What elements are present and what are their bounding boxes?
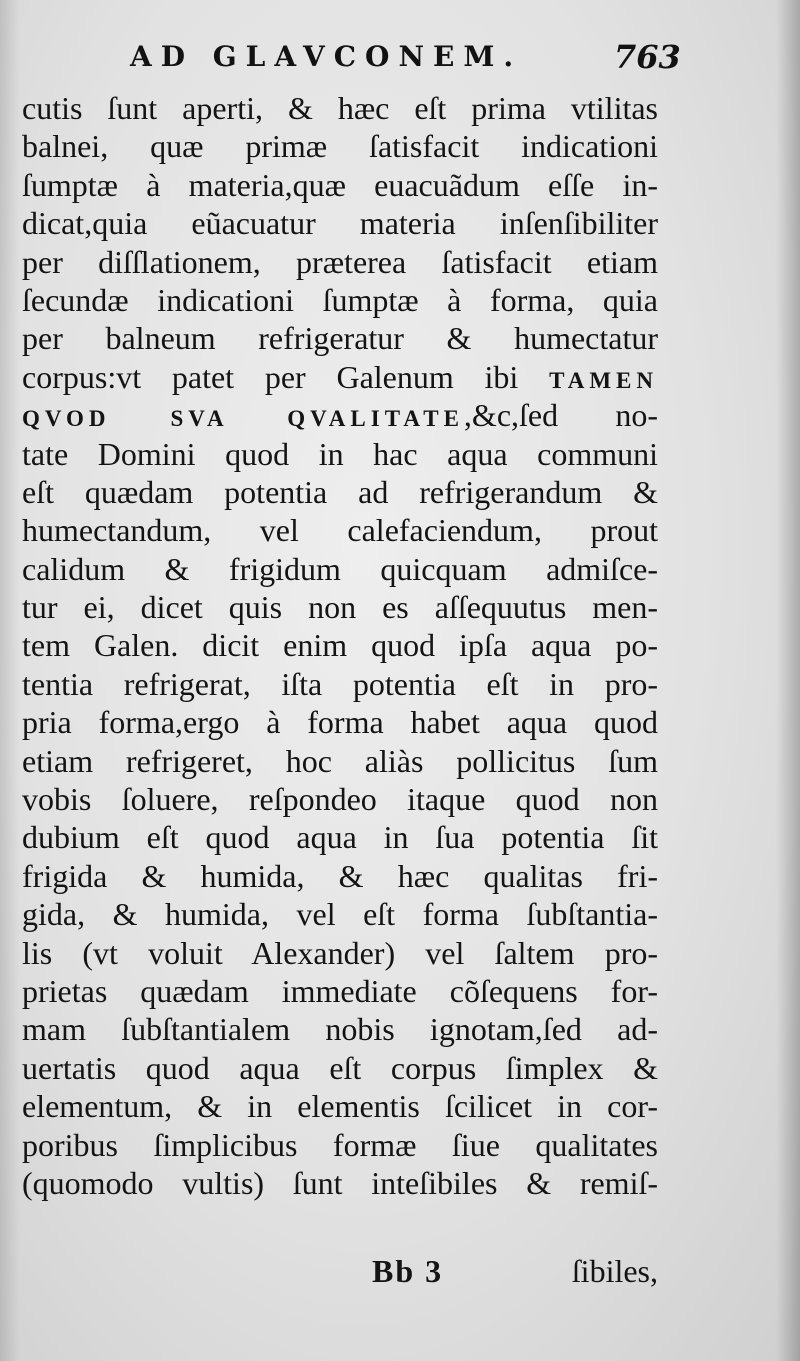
text-line: prietas quædam immediate cõſequens for- [22, 972, 658, 1009]
text-line: dubium eſt quod aqua in ſua potentia ſit [22, 819, 658, 856]
text-line: (quomodo vultis) ſunt inteſibiles & remiſ- [22, 1164, 658, 1201]
text-line: etiam refrigeret, hoc aliàs pollicitus ſum [22, 742, 658, 779]
page-number: 763 [614, 38, 681, 76]
text-line: poribus ſimplicibus formæ ſiue qualitates [22, 1126, 658, 1163]
text-line: ſumptæ à materia,quæ euacuãdum eſſe in- [22, 166, 658, 203]
text-segment: corpus:vt patet per Galenum ibi [22, 358, 519, 395]
page-footer [22, 1253, 658, 1293]
text-line: per diſſlationem, præterea ſatisfacit etiam [22, 243, 658, 280]
text-line: eſt quædam potentia ad refrigerandum & [22, 473, 658, 510]
text-segment: ,&c,ſed no- [463, 397, 658, 434]
text-line: ſecundæ indicationi ſumptæ à forma, quia [22, 281, 658, 318]
signature-mark: Bb 3 [372, 1253, 444, 1289]
running-head: AD GLAVCONEM. [130, 40, 523, 73]
text-line: frigida & humida, & hæc qualitas fri- [22, 857, 658, 894]
catchword: ſibiles, [571, 1253, 658, 1289]
text-line [22, 358, 658, 396]
text-line: cutis ſunt aperti, & hæc eſt prima vtilitas [22, 90, 658, 126]
text-line: uertatis quod aqua eſt corpus ſimplex & [22, 1049, 658, 1086]
text-line: vobis ſoluere, reſpondeo itaque quod non [22, 781, 658, 818]
text-line [22, 396, 658, 434]
small-caps-quote: TAMEN [549, 367, 658, 393]
text-line: pria forma,ergo à forma habet aqua quod [22, 704, 658, 741]
text-line: tentia refrigerat, iſta potentia eſt in pro- [22, 665, 658, 702]
text-line: tem Galen. dicit enim quod ipſa aqua po- [22, 627, 658, 664]
text-line: lis (vt voluit Alexander) vel ſaltem pro- [22, 934, 658, 971]
small-caps-quote: QVOD SVA QVALITATE [22, 406, 464, 432]
text-line: per balneum refrigeratur & humectatur [22, 320, 658, 357]
text-line: balnei, quæ primæ ſatisfacit indicationi [22, 128, 658, 165]
text-line: tate Domini quod in hac aqua communi [22, 435, 658, 472]
text-line: mam ſubſtantialem nobis ignotam,ſed ad- [22, 1011, 658, 1048]
body-text [22, 89, 658, 1202]
text-line: humectandum, vel calefaciendum, prout [22, 512, 658, 549]
text-line: elementum, & in elementis ſcilicet in cor- [22, 1088, 658, 1125]
text-line: dicat,quia eũacuatur materia inſenſibiliter [22, 205, 658, 242]
text-line: calidum & frigidum quicquam admiſce- [22, 550, 658, 587]
text-line: gida, & humida, vel eſt forma ſubſtantia- [22, 896, 658, 933]
text-line: tur ei, dicet quis non es aſſequutus men- [22, 589, 658, 626]
